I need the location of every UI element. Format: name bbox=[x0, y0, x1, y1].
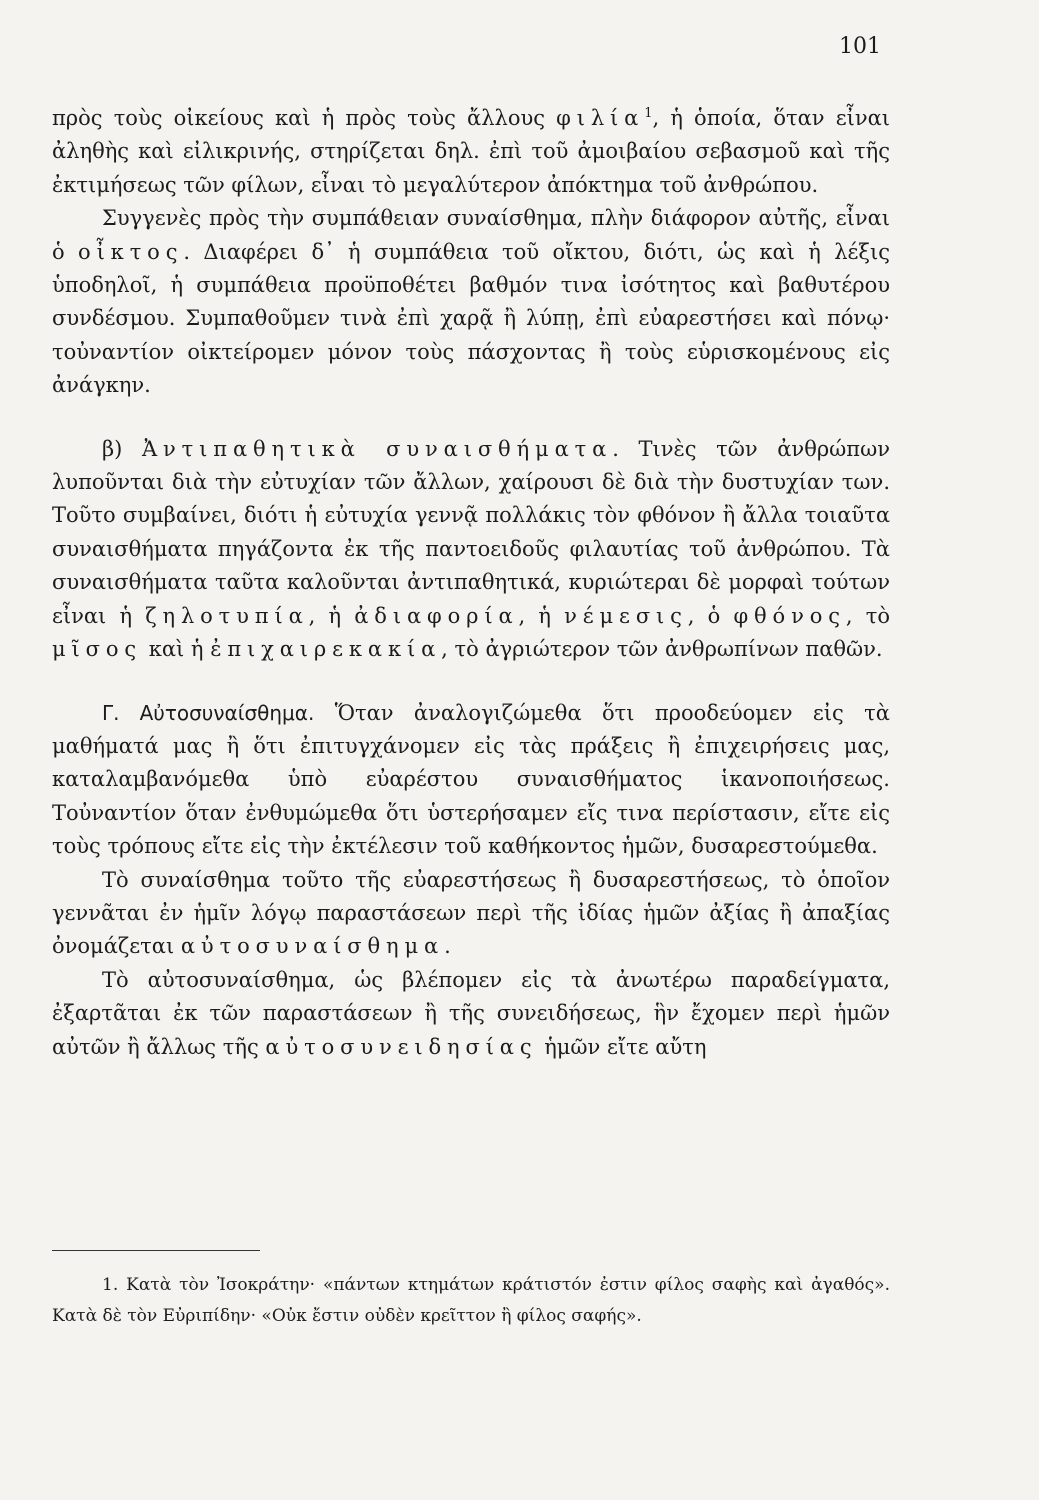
emph-filia: φιλία bbox=[556, 106, 645, 130]
footnotes bbox=[52, 1270, 890, 1332]
paragraph-6 bbox=[52, 964, 890, 1064]
footnote-divider bbox=[52, 1250, 260, 1251]
footnote-1: 1. Κατὰ τὸν Ἰσοκράτην· «πάντων κτημάτων κράτιστόν ἐστιν φίλος σαφὴς καὶ ἀγαθός». Κατὰ δὲ τὸν Εὐριπίδην· «Οὐκ ἔστιν οὐδὲν κρεῖττον ἢ φίλος σαφής». bbox=[52, 1275, 890, 1326]
emph-autosynaisthima: αὐτοσυναίσθημα bbox=[180, 934, 445, 959]
emph-adiaforia: ἀδιαφορία bbox=[354, 603, 519, 628]
p2-text-b: . Διαφέρει δ᾽ ἡ συμπάθεια τοῦ οἴκτου, διότι, ὡς καὶ ἡ λέξις ὑποδηλοῖ, ἡ συμπάθεια προϋποθέτει βαθμόν τινα ἰσότητος καὶ βαθυτέρου συνδέσμου. Συμπαθοῦμεν τινὰ ἐπὶ χαρᾷ ἢ λύπῃ, ἐπὶ εὐαρεστήσει καὶ πόνῳ· τοὐναντίον οἰκτείρομεν μόνον τοὺς πάσχοντας ἢ τοὺς εὑρισκομένους εἰς ἀνάγκην. bbox=[52, 239, 890, 398]
p3-text-4: , ὁ bbox=[687, 603, 734, 628]
section-label-b: β) bbox=[102, 436, 142, 461]
p3-text-5: , τὸ bbox=[845, 603, 891, 628]
emph-autosyneidisia: αὐτοσυνειδησίας bbox=[265, 1034, 538, 1059]
emph-zilotypia: ζηλοτυπία bbox=[145, 603, 309, 628]
p3-text-7: , τὸ ἀγριώτερον τῶν ἀνθρωπίνων παθῶν. bbox=[441, 637, 883, 662]
p1-text-a: πρὸς τοὺς οἰκείους καὶ ἡ πρὸς τοὺς ἄλλους bbox=[52, 106, 557, 130]
paragraph-5 bbox=[52, 864, 890, 964]
p3-text-3: , ἡ bbox=[518, 603, 565, 628]
emph-misos: μῖσος bbox=[52, 637, 143, 662]
p1-text-b: , ἡ ὁποία, ὅταν εἶναι ἀληθὴς καὶ εἰλικρινής, στηρίζεται δηλ. ἐπὶ τοῦ ἀμοιβαίου σεβασμοῦ καὶ τῆς ἐκτιμήσεως τῶν φίλων, εἶναι τὸ μεγαλύτερον ἀπόκτημα τοῦ ἀνθρώπου. bbox=[52, 106, 890, 197]
p3-text-1: . Τινὲς τῶν ἀνθρώπων λυποῦνται διὰ τὴν εὐτυχίαν τῶν ἄλλων, χαίρουσι δὲ διὰ τὴν δυστυχίαν των. Τοῦτο συμβαίνει, διότι ἡ εὐτυχία γεννᾷ πολλάκις τὸν φθόνον ἢ ἄλλα τοιαῦτα συναισθήματα πηγάζοντα ἐκ τῆς παντοειδοῦς φιλαυτίας τοῦ ἀνθρώπου. Τὰ συναισθήματα ταῦτα καλοῦνται ἀντιπαθητικά, κυριώτεραι δὲ μορφαὶ τούτων εἶναι ἡ bbox=[52, 436, 890, 628]
emph-epixairekakia: ἐπιχαιρεκακία bbox=[210, 637, 442, 662]
footnote-ref: 1 bbox=[644, 106, 653, 121]
section-heading-autosynaisthima: Γ. Αὐτοσυναίσθημα. bbox=[102, 700, 315, 725]
p3-text-6: καὶ ἡ bbox=[142, 637, 211, 662]
paragraph-4 bbox=[52, 697, 890, 864]
emph-oiktos: οἶκτος bbox=[78, 239, 184, 264]
p6-text-a: Τὸ αὐτοσυναίσθημα, ὡς βλέπομεν εἰς τὰ ἀνωτέρω παραδείγματα, ἐξαρτᾶται ἐκ τῶν παραστάσεων ἢ τῆς συνειδήσεως, ἣν ἔχομεν περὶ ἡμῶν αὐτῶν ἢ ἄλλως τῆς bbox=[52, 967, 890, 1059]
p5-text-b: . bbox=[444, 934, 451, 959]
p2-text-a: Συγγενὲς πρὸς τὴν συμπάθειαν συναίσθημα, πλὴν διάφορον αὐτῆς, εἶναι ὁ bbox=[52, 206, 890, 264]
section-heading-antipathetic: Ἀντιπαθητικὰ συναισθήματα bbox=[141, 436, 613, 461]
emph-nemesis: νέμεσις bbox=[564, 603, 688, 628]
p3-text-2: , ἡ bbox=[308, 603, 355, 628]
paragraph-3 bbox=[52, 433, 890, 667]
p5-text-a: Τὸ συναίσθημα τοῦτο τῆς εὐαρεστήσεως ἢ δυσαρεστήσεως, τὸ ὁποῖον γεννᾶται ἐν ἡμῖν λόγῳ παραστάσεων περὶ τῆς ἰδίας ἡμῶν ἀξίας ἢ ἀπαξίας ὀνομάζεται bbox=[52, 867, 890, 959]
paragraph-2 bbox=[52, 202, 890, 402]
p4-text: Ὅταν ἀναλογιζώμεθα ὅτι προοδεύομεν εἰς τὰ μαθήματά μας ἢ ὅτι ἐπιτυγχάνομεν εἰς τὰς πράξεις ἢ ἐπιχειρήσεις μας, καταλαμβανόμεθα ὑπὸ εὐαρέστου συναισθήματος ἱκανοποιήσεως. Τοὐναντίον ὅταν ἐνθυμώμεθα ὅτι ὑστερήσαμεν εἴς τινα περίστασιν, εἴτε εἰς τοὺς τρόπους εἴτε εἰς τὴν ἐκτέλεσιν τοῦ καθήκοντος ἡμῶν, δυσαρεστούμεθα. bbox=[52, 700, 890, 859]
p6-text-b: ἡμῶν εἴτε αὔτη bbox=[537, 1034, 707, 1059]
page-number: 101 bbox=[839, 34, 881, 59]
paragraph-1 bbox=[52, 102, 890, 202]
body-text bbox=[52, 102, 890, 1064]
emph-fthonos: φθόνος bbox=[733, 603, 846, 628]
